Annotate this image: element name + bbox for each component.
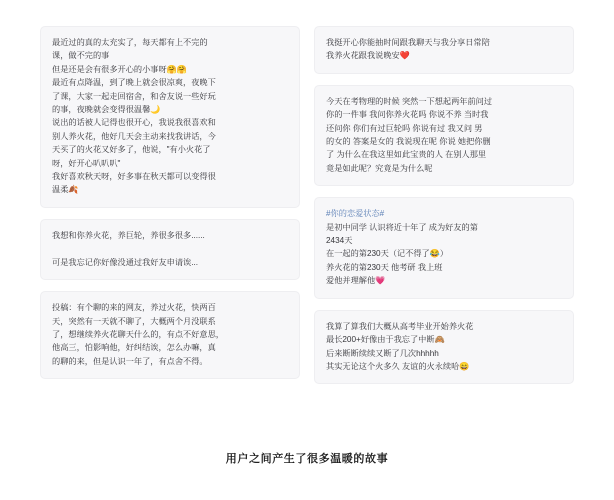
post-line: 说出的话被人记得也很开心，我说我很喜欢和: [52, 118, 216, 128]
post-card[interactable]: [314, 85, 574, 186]
post-line: 他高三，怕影响他，好纠结诶，怎么办嘛，真: [52, 343, 216, 353]
post-card[interactable]: [314, 197, 574, 298]
post-line: 我算了算我们大概从高考毕业开始养火花: [326, 321, 474, 331]
post-card[interactable]: [40, 219, 300, 280]
post-line: 投稿：有个聊的来的网友，养过火花，快两百: [52, 303, 216, 313]
post-line: 在一起的第230天（记不得了😂）: [326, 249, 449, 259]
post-line: 后来断断续续又断了几次hhhhh: [326, 348, 439, 358]
post-line: 爱他并理解他💗: [326, 276, 386, 286]
post-line: 养火花的第230天 他考研 我上班: [326, 262, 443, 272]
page-caption: 用户之间产生了很多温暖的故事: [225, 453, 389, 465]
post-line: 最近有点降温，到了晚上就会很凉爽，夜晚下: [52, 78, 216, 88]
post-line: [52, 242, 288, 255]
cards-columns: [40, 26, 574, 384]
post-line: 最长200+好像由于我忘了中断🙈: [326, 335, 445, 345]
post-line: 今天在考物理的时候 突然一下想起两年前问过: [326, 96, 493, 106]
post-line: 我养火花跟我说晚安❤️: [326, 51, 410, 61]
post-line: 了，想继续养火花聊天什么的，有点不好意思，: [52, 329, 224, 339]
post-card[interactable]: [40, 291, 300, 379]
post-line: 竟是如此呢？究竟是为什么呢: [326, 163, 433, 173]
post-line: 天买了的火花又好多了，他说，"有小火花了: [52, 145, 211, 155]
post-line: 2434天: [326, 236, 353, 246]
post-line: 的事，夜晚就会变得很温馨🌙: [52, 105, 161, 115]
post-line: 温柔🍂: [52, 185, 79, 195]
post-line: 别人养火花，他好几天会主动来找我讲话，今: [52, 131, 216, 141]
post-line: 你的一件事 我问你养火花吗 你说不养 当时我: [326, 110, 489, 120]
post-line: 的聊的来，但是认识一年了，有点舍不得。: [52, 356, 208, 366]
post-line: 我想和你养火花，养巨轮，养很多很多......: [52, 230, 205, 240]
post-card[interactable]: [40, 26, 300, 208]
left-column: [40, 26, 300, 379]
post-card[interactable]: [314, 310, 574, 385]
post-line: 还问你 你们有过巨轮吗 你说有过 我又问 男: [326, 123, 483, 133]
post-line: 了课，大家一起走回宿舍，和舍友说一些好玩: [52, 91, 216, 101]
post-line: 天，突然有一天就不聊了，大概两个月没联系: [52, 316, 216, 326]
post-line: 我挺开心你能抽时间跟我聊天与我分享日常陪: [326, 38, 490, 47]
right-column: [314, 26, 574, 384]
post-line: 其实无论这个火多久 友谊的火永续哈😄: [326, 361, 470, 371]
post-line: 了 为什么在我这里如此宝贵的人 在别人那里: [326, 150, 487, 160]
post-line: 的女的 答案是女的 我说现在呢 你说 她把你删: [326, 137, 491, 147]
post-line: 我好喜欢秋天呀，好多事在秋天都可以变得很: [52, 172, 216, 182]
post-line: 是初中同学 认识将近十年了 成为好友的第: [326, 222, 478, 232]
hashtag-link[interactable]: #你的恋爱状态#: [326, 209, 385, 219]
post-card[interactable]: [314, 26, 574, 74]
post-line: 课，做不完的事: [52, 51, 110, 61]
post-line: 但是还是会有很多开心的小事呀🤗🤗: [52, 64, 188, 74]
post-line: 可是我忘记你好像没通过我好友申请诶...: [52, 257, 199, 267]
post-line: 呀，好开心叭叭叭": [52, 158, 121, 168]
post-line: 最近过的真的太充实了，每天都有上不完的: [52, 38, 208, 47]
